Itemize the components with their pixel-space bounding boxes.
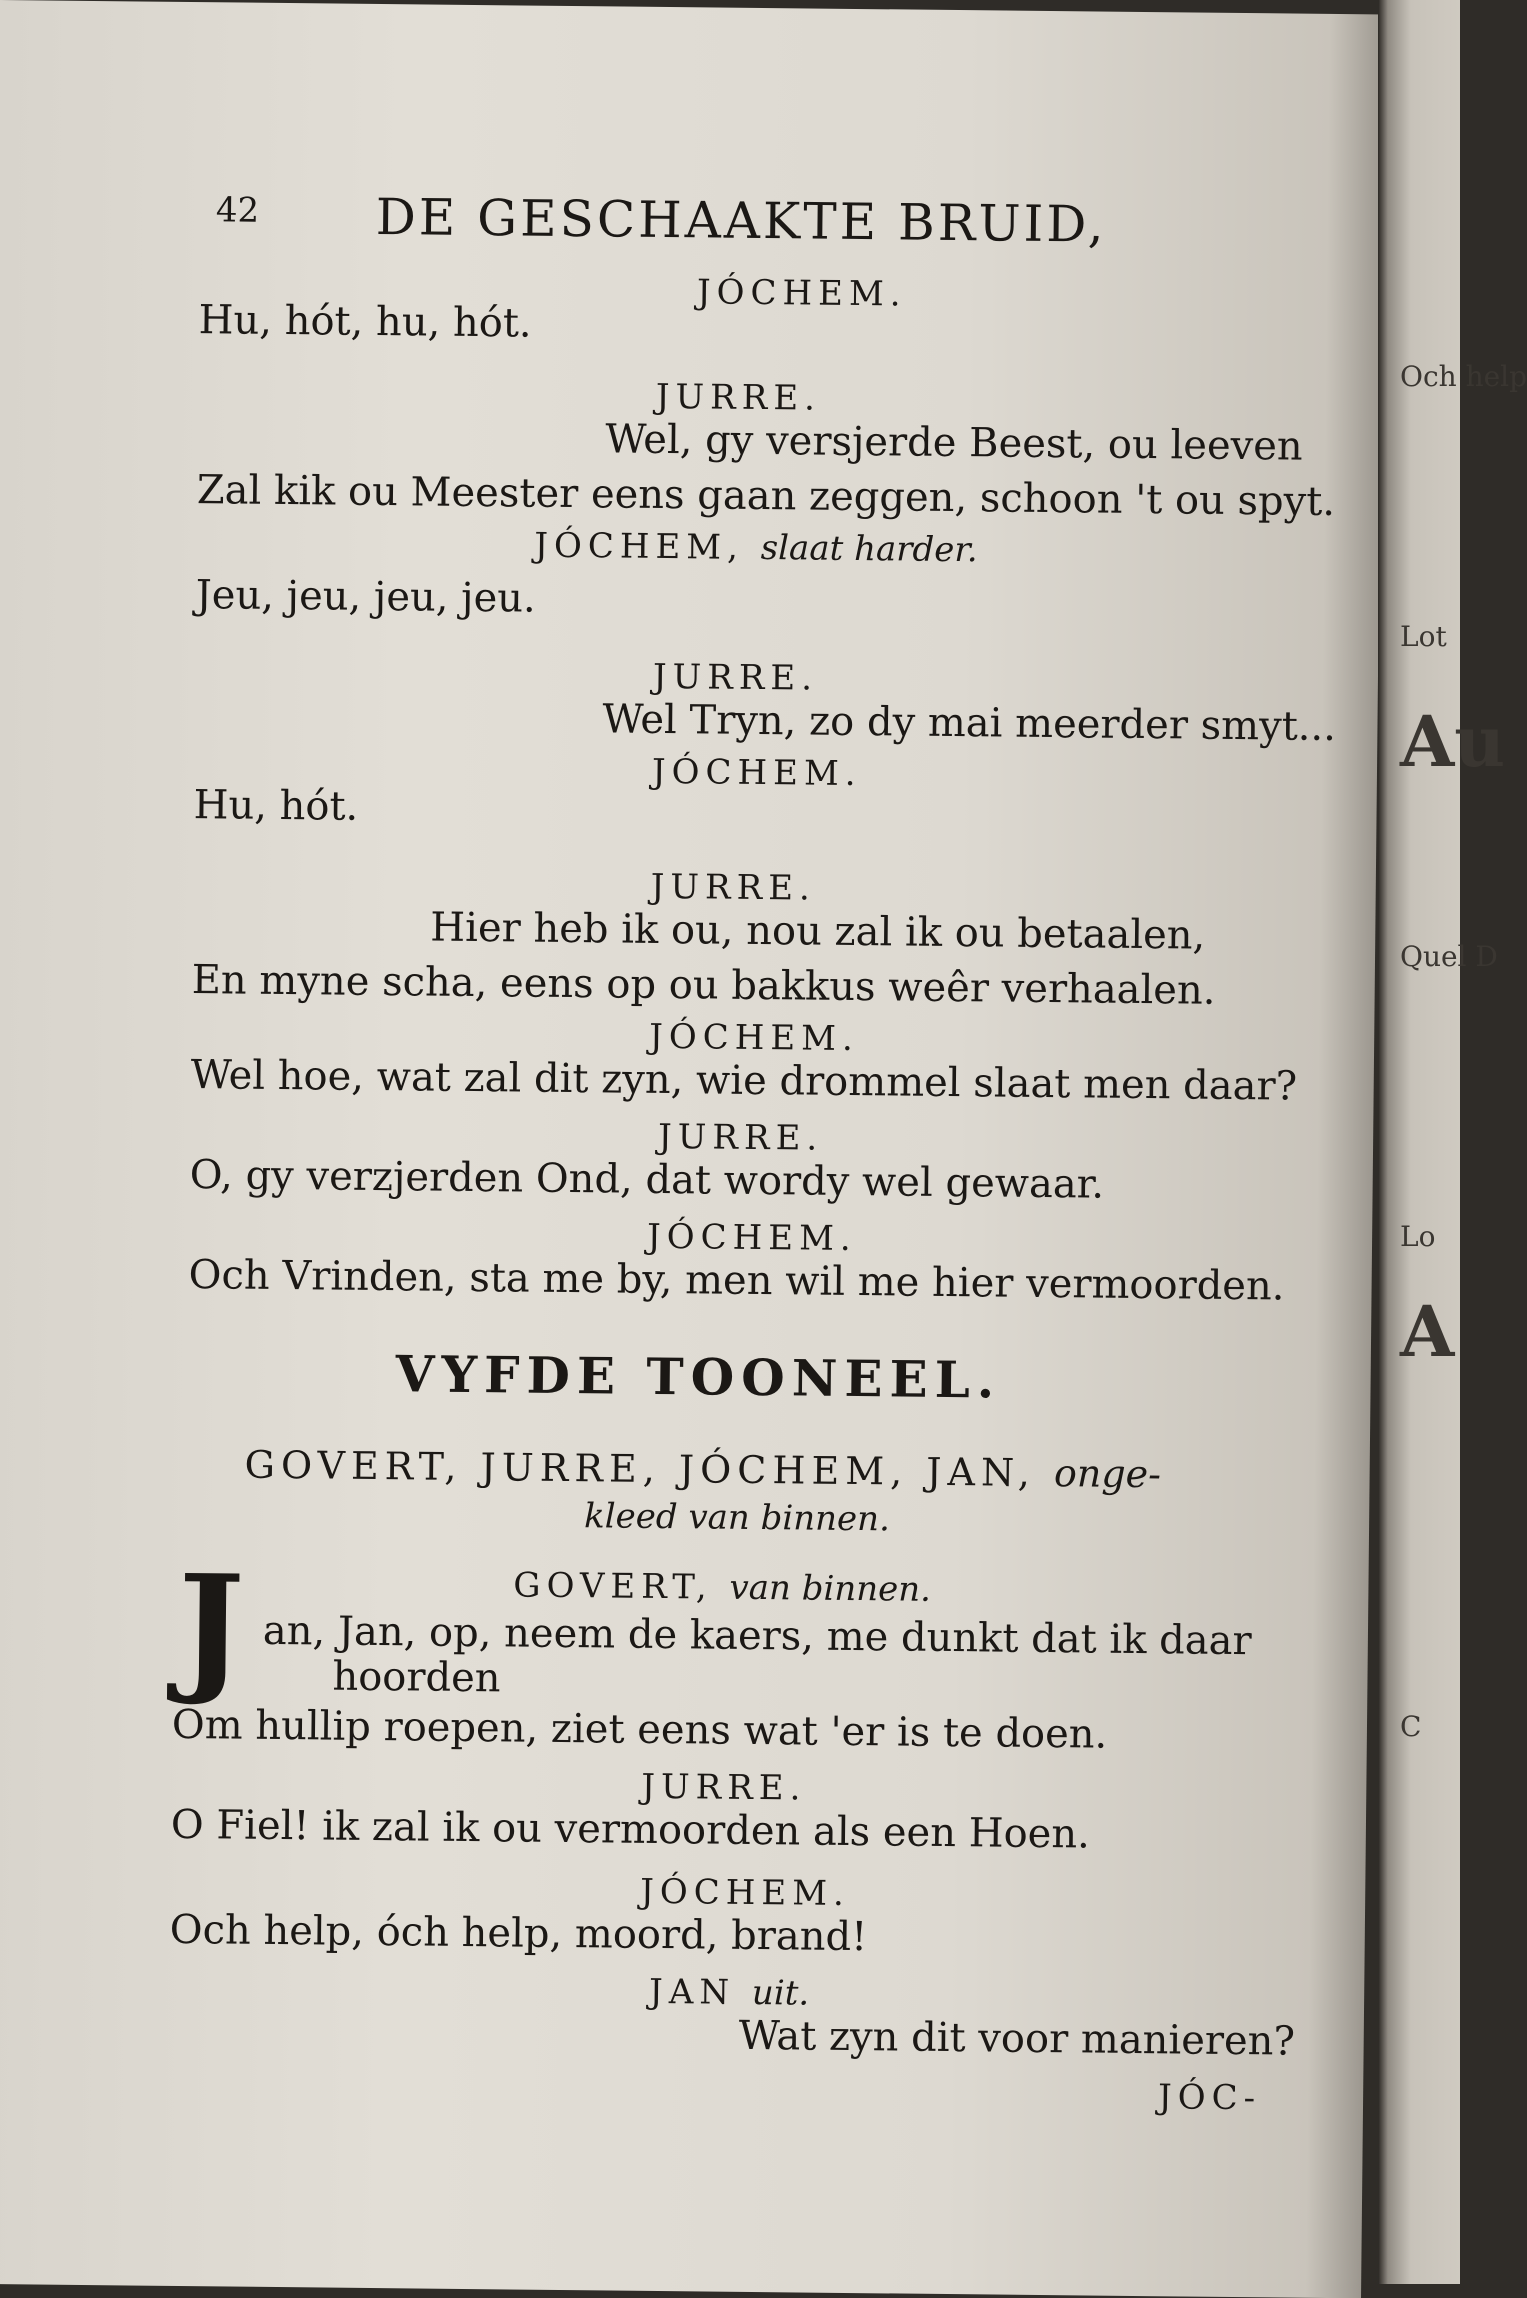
cast-list: GOVERT, JURRE, JÓCHEM, JAN,	[244, 1442, 1037, 1495]
drop-cap: J	[177, 1544, 246, 1710]
verse-line: Wat zyn dit voor manieren?	[738, 2012, 1296, 2065]
facing-page-fragment: C	[1400, 1710, 1422, 1743]
verse-line: an, Jan, op, neem de kaers, me dunkt dat ik daar	[262, 1607, 1252, 1665]
verse-line: Och help, óch help, moord, brand!	[169, 1906, 868, 1961]
speaker-name: JURRE.	[641, 1766, 807, 1809]
speaker-name: JÓCHEM.	[640, 1871, 851, 1915]
verse-line: Wel Tryn, zo dy mai meerder smyt...	[602, 696, 1337, 751]
verse-line: Om hullip roepen, ziet eens wat 'er is te doen.	[171, 1701, 1108, 1758]
speaker-name: JURRE.	[655, 376, 822, 419]
speaker-name: JÓCHEM.	[651, 751, 862, 795]
verse-line: hoorden	[332, 1653, 501, 1702]
facing-page-fragment: Lot	[1400, 620, 1447, 653]
speaker-label: GOVERT,	[513, 1565, 713, 1608]
running-title: DE GESCHAAKTE BRUID,	[375, 187, 1107, 254]
verse-line: Och Vrinden, sta me by, men wil me hier vermoorden.	[188, 1252, 1285, 1310]
page-header	[187, 182, 1298, 264]
facing-page-fragment: Au	[1400, 700, 1506, 783]
verse-line: Hu, hót, hu, hót.	[198, 297, 532, 347]
speaker-name	[513, 1565, 931, 1609]
page-number: 42	[215, 190, 260, 231]
speaker-name: JURRE.	[657, 1116, 824, 1159]
facing-page-fragment: Och help	[1400, 360, 1527, 393]
speaker-name: JÓCHEM.	[646, 1216, 857, 1260]
verse-line: Hier heb ik ou, nou zal ik ou betaalen,	[430, 904, 1206, 959]
verse-line: Jeu, jeu, jeu, jeu.	[195, 572, 536, 622]
facing-page-fragment: Lo	[1400, 1220, 1436, 1253]
cast-direction: onge-	[1053, 1451, 1162, 1497]
verse-line: Wel hoe, wat zal dit zyn, wie drommel slaat men daar?	[190, 1052, 1298, 1110]
page-text-block	[169, 182, 1337, 2119]
facing-page-fragment: Quel D	[1400, 940, 1498, 973]
verse-line: Zal kik ou Meester eens gaan zeggen, schoon 't ou spyt.	[196, 467, 1336, 526]
stage-direction: van binnen.	[729, 1567, 932, 1610]
speaker-name	[649, 1972, 809, 2014]
verse-line: En myne scha, eens op ou bakkus weêr verhaalen.	[191, 957, 1216, 1014]
scene-title: VYFDE TOONEEL.	[395, 1344, 1002, 1410]
speaker-name: JURRE.	[652, 656, 819, 699]
speaker-name: JURRE.	[650, 866, 817, 909]
speaker-label: JAN	[648, 1971, 736, 2013]
speaker-name: JÓCHEM.	[648, 1016, 859, 1060]
verse-line: O, gy verzjerden Ond, dat wordy wel gewaar.	[189, 1152, 1105, 1208]
cast-direction-continued: kleed van binnen.	[583, 1496, 891, 1540]
speaker-name: JÓCHEM.	[696, 272, 907, 315]
catchword: JÓC-	[1157, 2077, 1262, 2119]
speaker-name	[534, 526, 978, 571]
verse-line: Wel, gy versjerde Beest, ou leeven	[605, 416, 1303, 470]
stage-direction: uit.	[751, 1972, 810, 2014]
verse-line: O Fiel! ik zal ik ou vermoorden als een Hoen.	[170, 1801, 1091, 1858]
scene-cast	[244, 1443, 1161, 1497]
facing-page-fragment: A	[1400, 1290, 1455, 1373]
verse-line: Hu, hót.	[193, 782, 359, 830]
speaker-label: JÓCHEM,	[534, 525, 745, 568]
facing-page-edge	[1378, 0, 1527, 2284]
stage-direction: slaat harder.	[760, 527, 978, 571]
